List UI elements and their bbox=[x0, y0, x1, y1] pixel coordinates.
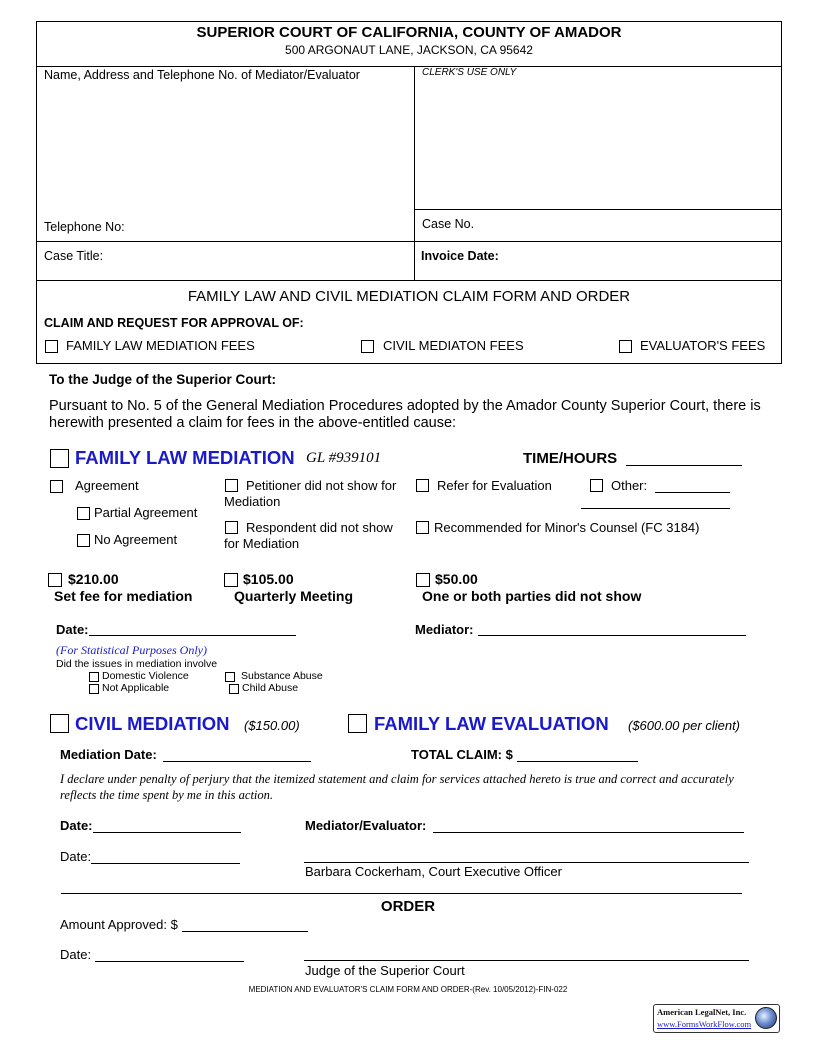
minors-counsel-label: Recommended for Minor's Counsel (FC 3184) bbox=[434, 520, 700, 535]
claim-option-label: CIVIL MEDIATON FEES bbox=[383, 338, 524, 353]
globe-icon bbox=[755, 1007, 777, 1029]
not-applicable-checkbox[interactable] bbox=[89, 684, 99, 694]
family-law-evaluation-checkbox[interactable] bbox=[348, 714, 367, 733]
intro-paragraph: Pursuant to No. 5 of the General Mediation Procedures adopted by the Amador County Superior Court, there is herewith presented a claim for fees in the above-entitled cause: bbox=[49, 398, 761, 431]
issue-label: Not Applicable bbox=[102, 682, 170, 694]
civil-mediation-checkbox[interactable] bbox=[50, 714, 69, 733]
invoice-date-label: Invoice Date: bbox=[421, 249, 499, 263]
other-field-line2[interactable] bbox=[581, 508, 730, 509]
time-hours-label: TIME/HOURS bbox=[523, 450, 618, 467]
petitioner-label: Petitioner did not show for bbox=[246, 478, 397, 493]
signature-date-label: Date: bbox=[60, 818, 93, 833]
logo-url[interactable]: www.FormsWorkFlow.com bbox=[657, 1019, 752, 1029]
mediation-date-label: Date: bbox=[56, 622, 89, 637]
respondent-label-cont: for Mediation bbox=[224, 536, 300, 551]
mediator-label: Mediator: bbox=[415, 622, 474, 637]
officer-signature-line[interactable] bbox=[304, 862, 749, 863]
other-field[interactable] bbox=[655, 492, 730, 493]
fee-105-checkbox[interactable] bbox=[224, 573, 238, 587]
domestic-violence-checkbox[interactable] bbox=[89, 672, 99, 682]
judge-date-field[interactable] bbox=[95, 961, 244, 962]
issues-label: Did the issues in mediation involve bbox=[56, 658, 218, 670]
fee-amount: $105.00 bbox=[243, 571, 294, 587]
court-address: 500 ARGONAUT LANE, JACKSON, CA 95642 bbox=[285, 43, 533, 57]
amount-approved-label: Amount Approved: $ bbox=[60, 917, 178, 932]
divider bbox=[36, 241, 782, 242]
divider bbox=[414, 209, 782, 210]
fee-amount: $50.00 bbox=[435, 571, 478, 587]
fee-description: Set fee for mediation bbox=[54, 588, 193, 604]
case-no-label: Case No. bbox=[422, 217, 475, 231]
respondent-label: Respondent did not show bbox=[246, 520, 393, 535]
fee-50-checkbox[interactable] bbox=[416, 573, 430, 587]
family-mediation-heading: FAMILY LAW MEDIATION bbox=[75, 447, 295, 468]
no-agreement-checkbox[interactable] bbox=[77, 534, 90, 547]
agreement-checkbox[interactable] bbox=[50, 480, 63, 493]
mediator-evaluator-field[interactable] bbox=[433, 832, 744, 833]
other-label: Other: bbox=[611, 478, 648, 493]
issue-label: Domestic Violence bbox=[102, 670, 189, 682]
civil-mediation-date-label: Mediation Date: bbox=[60, 747, 157, 762]
judge-label: Judge of the Superior Court bbox=[305, 963, 465, 978]
legalnet-logo bbox=[653, 1004, 780, 1033]
officer-date-field[interactable] bbox=[91, 863, 240, 864]
fee-description: Quarterly Meeting bbox=[234, 588, 354, 604]
partial-agreement-label: Partial Agreement bbox=[94, 505, 198, 520]
issue-label: Child Abuse bbox=[242, 682, 299, 694]
civil-mediation-date-field[interactable] bbox=[163, 761, 311, 762]
no-agreement-label: No Agreement bbox=[94, 532, 178, 547]
civil-mediation-fees-checkbox[interactable] bbox=[361, 340, 374, 353]
total-claim-field[interactable] bbox=[517, 761, 638, 762]
court-name: SUPERIOR COURT OF CALIFORNIA, COUNTY OF AMADOR bbox=[196, 24, 622, 41]
respondent-no-show-checkbox[interactable] bbox=[225, 521, 238, 534]
form-id: MEDIATION AND EVALUATOR'S CLAIM FORM AND ORDER-(Rev. 10/05/2012)-FIN-022 bbox=[248, 985, 568, 994]
declaration: I declare under penalty of perjury that the itemized statement and claim for services attached hereto is true and correct and accurately reflects the time spent by me in this action. bbox=[60, 772, 734, 802]
amount-approved-field[interactable] bbox=[182, 931, 308, 932]
judge-signature-line[interactable] bbox=[304, 960, 749, 961]
evaluation-fee: ($600.00 per client) bbox=[628, 718, 741, 733]
clerk-use-label: CLERK'S USE ONLY bbox=[422, 67, 517, 78]
form-title: FAMILY LAW AND CIVIL MEDIATION CLAIM FORM AND ORDER bbox=[187, 288, 631, 305]
statistical-note: (For Statistical Purposes Only) bbox=[56, 643, 207, 657]
time-hours-field[interactable] bbox=[626, 465, 742, 466]
section-divider bbox=[61, 893, 742, 894]
telephone-label: Telephone No: bbox=[44, 220, 125, 234]
judge-date-label: Date: bbox=[60, 947, 92, 962]
logo-company: American LegalNet, Inc. bbox=[657, 1007, 747, 1017]
mediator-field[interactable] bbox=[478, 635, 746, 636]
substance-abuse-checkbox[interactable] bbox=[225, 672, 235, 682]
claim-option-label: EVALUATOR'S FEES bbox=[640, 338, 766, 353]
case-title-label: Case Title: bbox=[44, 249, 104, 263]
minors-counsel-checkbox[interactable] bbox=[416, 521, 429, 534]
divider bbox=[36, 280, 782, 281]
claim-option-label: FAMILY LAW MEDIATION FEES bbox=[66, 338, 255, 353]
family-evaluation-heading: FAMILY LAW EVALUATION bbox=[374, 713, 609, 734]
fee-amount: $210.00 bbox=[68, 571, 119, 587]
partial-agreement-checkbox[interactable] bbox=[77, 507, 90, 520]
officer-date-label: Date: bbox=[60, 849, 92, 864]
petitioner-label-cont: Mediation bbox=[224, 494, 281, 509]
claim-request-label: CLAIM AND REQUEST FOR APPROVAL OF: bbox=[44, 316, 304, 330]
divider bbox=[414, 66, 415, 280]
mediation-date-field[interactable] bbox=[89, 635, 296, 636]
petitioner-no-show-checkbox[interactable] bbox=[225, 479, 238, 492]
other-checkbox[interactable] bbox=[590, 479, 603, 492]
officer-name: Barbara Cockerham, Court Executive Officer bbox=[305, 864, 562, 879]
divider bbox=[36, 66, 782, 67]
gl-code: GL #939101 bbox=[306, 450, 382, 466]
agreement-label: Agreement bbox=[75, 478, 139, 493]
mediator-info-label: Name, Address and Telephone No. of Mediator/Evaluator bbox=[44, 68, 360, 82]
order-heading: ORDER bbox=[380, 898, 436, 915]
family-law-mediation-checkbox[interactable] bbox=[50, 449, 69, 468]
refer-evaluation-label: Refer for Evaluation bbox=[437, 478, 552, 493]
mediator-evaluator-label: Mediator/Evaluator: bbox=[305, 818, 427, 833]
to-judge-heading: To the Judge of the Superior Court: bbox=[49, 372, 276, 387]
fee-description: One or both parties did not show bbox=[422, 588, 642, 604]
signature-date-field[interactable] bbox=[93, 832, 241, 833]
mediator-info-field[interactable] bbox=[40, 86, 410, 214]
child-abuse-checkbox[interactable] bbox=[229, 684, 239, 694]
family-mediation-fees-checkbox[interactable] bbox=[45, 340, 58, 353]
fee-210-checkbox[interactable] bbox=[48, 573, 62, 587]
evaluator-fees-checkbox[interactable] bbox=[619, 340, 632, 353]
civil-fee: ($150.00) bbox=[244, 718, 300, 733]
civil-mediation-heading: CIVIL MEDIATION bbox=[75, 713, 230, 734]
total-claim-label: TOTAL CLAIM: $ bbox=[411, 747, 513, 762]
refer-evaluation-checkbox[interactable] bbox=[416, 479, 429, 492]
issue-label: Substance Abuse bbox=[241, 670, 323, 682]
